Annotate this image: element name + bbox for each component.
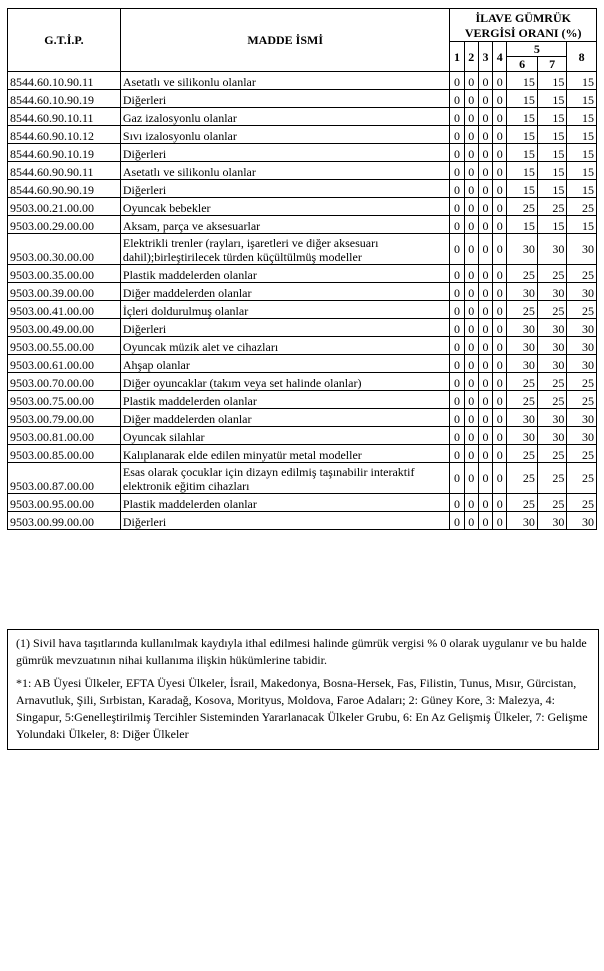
rate-col-3: 0 bbox=[478, 265, 492, 283]
rate-col-4: 0 bbox=[493, 180, 507, 198]
rate-col-2: 0 bbox=[464, 144, 478, 162]
item-name: Aksam, parça ve aksesuarlar bbox=[120, 216, 450, 234]
rate-col-4: 0 bbox=[493, 409, 507, 427]
rate-col-6: 30 bbox=[507, 337, 538, 355]
rate-col-8: 15 bbox=[567, 162, 597, 180]
item-name: Diğerleri bbox=[120, 90, 450, 108]
rate-col-2: 0 bbox=[464, 216, 478, 234]
rate-col-2: 0 bbox=[464, 319, 478, 337]
rate-col-3: 0 bbox=[478, 409, 492, 427]
rate-col-3: 0 bbox=[478, 445, 492, 463]
header-madde-ismi: MADDE İSMİ bbox=[120, 9, 450, 72]
item-name: Diğerleri bbox=[120, 512, 450, 530]
item-name: İçleri doldurulmuş olanlar bbox=[120, 301, 450, 319]
header-col-6: 6 bbox=[507, 57, 538, 72]
rate-col-2: 0 bbox=[464, 355, 478, 373]
rate-col-2: 0 bbox=[464, 391, 478, 409]
rate-col-4: 0 bbox=[493, 494, 507, 512]
table-row bbox=[8, 198, 597, 216]
table-row bbox=[8, 391, 597, 409]
rate-col-8: 15 bbox=[567, 126, 597, 144]
header-col-8: 8 bbox=[567, 42, 597, 72]
item-name: Esas olarak çocuklar için dizayn edilmiş taşınabilir interaktif elektronik eğitim cihazları bbox=[120, 463, 450, 494]
rate-col-1: 0 bbox=[450, 391, 464, 409]
rate-col-6: 30 bbox=[507, 355, 538, 373]
header-gtip: G.T.İ.P. bbox=[8, 9, 121, 72]
rate-col-6: 15 bbox=[507, 90, 538, 108]
rate-col-4: 0 bbox=[493, 512, 507, 530]
item-name: Kalıplanarak elde edilen minyatür metal modeller bbox=[120, 445, 450, 463]
item-name: Diğerleri bbox=[120, 144, 450, 162]
rate-col-7: 25 bbox=[537, 265, 566, 283]
rate-col-3: 0 bbox=[478, 337, 492, 355]
table-row bbox=[8, 234, 597, 265]
gtip-code: 9503.00.39.00.00 bbox=[8, 283, 121, 301]
rate-col-4: 0 bbox=[493, 301, 507, 319]
rate-col-2: 0 bbox=[464, 409, 478, 427]
rate-col-3: 0 bbox=[478, 72, 492, 90]
footnote-country-groups: *1: AB Üyesi Ülkeler, EFTA Üyesi Ülkeler, İsrail, Makedonya, Bosna-Hersek, Fas, Filistin, Tunus, Mısır, Gürcistan, Arnavutluk, Şili, Sırbistan, Karadağ, Kosova, Morityus, Moldova, Faroe Adaları; 2: Güney Kore, 3: Malezya, 4: Singapur, 5:Genelleştirilmiş Tercihler Sisteminden Yararlanacak Ülkeler Grubu, 6: En Az Gelişmiş Ülkeler, 7: Gelişme Yolundaki Ülkeler, 8: Diğer Ülkeler bbox=[16, 676, 588, 741]
rate-col-7: 15 bbox=[537, 180, 566, 198]
gtip-code: 8544.60.90.10.11 bbox=[8, 108, 121, 126]
rate-col-8: 15 bbox=[567, 216, 597, 234]
rate-col-1: 0 bbox=[450, 234, 464, 265]
rate-col-4: 0 bbox=[493, 427, 507, 445]
rate-col-2: 0 bbox=[464, 494, 478, 512]
rate-col-2: 0 bbox=[464, 198, 478, 216]
gtip-code: 8544.60.10.90.11 bbox=[8, 72, 121, 90]
table-row bbox=[8, 427, 597, 445]
rate-col-7: 15 bbox=[537, 216, 566, 234]
rate-col-8: 25 bbox=[567, 301, 597, 319]
rate-col-2: 0 bbox=[464, 301, 478, 319]
rate-col-2: 0 bbox=[464, 108, 478, 126]
rate-col-6: 25 bbox=[507, 265, 538, 283]
rate-col-2: 0 bbox=[464, 373, 478, 391]
header-col-4: 4 bbox=[493, 42, 507, 72]
rate-col-7: 30 bbox=[537, 337, 566, 355]
rate-col-7: 15 bbox=[537, 72, 566, 90]
gtip-code: 9503.00.81.00.00 bbox=[8, 427, 121, 445]
rate-col-7: 15 bbox=[537, 108, 566, 126]
rate-col-7: 15 bbox=[537, 90, 566, 108]
rate-col-3: 0 bbox=[478, 216, 492, 234]
table-row bbox=[8, 337, 597, 355]
header-col-7: 7 bbox=[537, 57, 566, 72]
rate-col-7: 25 bbox=[537, 373, 566, 391]
rate-col-7: 30 bbox=[537, 427, 566, 445]
rate-col-6: 15 bbox=[507, 216, 538, 234]
rate-col-8: 30 bbox=[567, 409, 597, 427]
table-row bbox=[8, 162, 597, 180]
rate-col-7: 25 bbox=[537, 391, 566, 409]
rate-col-7: 15 bbox=[537, 144, 566, 162]
rate-col-2: 0 bbox=[464, 72, 478, 90]
gtip-code: 8544.60.90.90.19 bbox=[8, 180, 121, 198]
table-row bbox=[8, 216, 597, 234]
rate-col-8: 25 bbox=[567, 373, 597, 391]
rate-col-1: 0 bbox=[450, 90, 464, 108]
rate-col-6: 15 bbox=[507, 162, 538, 180]
table-row bbox=[8, 265, 597, 283]
header-ilave-gumruk bbox=[450, 9, 597, 42]
rate-col-1: 0 bbox=[450, 108, 464, 126]
item-name: Ahşap olanlar bbox=[120, 355, 450, 373]
rate-col-8: 30 bbox=[567, 283, 597, 301]
item-name: Elektrikli trenler (rayları, işaretleri ve diğer aksesuarı dahil);birleştirilecek türden küçültülmüş modeller bbox=[120, 234, 450, 265]
rate-col-1: 0 bbox=[450, 198, 464, 216]
header-col-5: 5 bbox=[507, 42, 567, 57]
gtip-code: 9503.00.49.00.00 bbox=[8, 319, 121, 337]
rate-col-6: 15 bbox=[507, 72, 538, 90]
gtip-code: 8544.60.90.10.12 bbox=[8, 126, 121, 144]
gtip-code: 9503.00.55.00.00 bbox=[8, 337, 121, 355]
table-row bbox=[8, 283, 597, 301]
rate-col-4: 0 bbox=[493, 355, 507, 373]
rate-col-6: 25 bbox=[507, 494, 538, 512]
item-name: Oyuncak silahlar bbox=[120, 427, 450, 445]
item-name: Diğerleri bbox=[120, 180, 450, 198]
rate-col-8: 30 bbox=[567, 355, 597, 373]
rate-col-1: 0 bbox=[450, 409, 464, 427]
rate-col-8: 30 bbox=[567, 512, 597, 530]
item-name: Diğer maddelerden olanlar bbox=[120, 283, 450, 301]
item-name: Sıvı izalosyonlu olanlar bbox=[120, 126, 450, 144]
gtip-code: 9503.00.61.00.00 bbox=[8, 355, 121, 373]
rate-col-8: 15 bbox=[567, 90, 597, 108]
rate-col-2: 0 bbox=[464, 126, 478, 144]
item-name: Diğer maddelerden olanlar bbox=[120, 409, 450, 427]
rate-col-4: 0 bbox=[493, 126, 507, 144]
rate-col-4: 0 bbox=[493, 162, 507, 180]
rate-col-3: 0 bbox=[478, 512, 492, 530]
gtip-code: 9503.00.75.00.00 bbox=[8, 391, 121, 409]
rate-col-8: 25 bbox=[567, 445, 597, 463]
rate-col-7: 30 bbox=[537, 234, 566, 265]
rate-col-6: 25 bbox=[507, 445, 538, 463]
gtip-code: 9503.00.79.00.00 bbox=[8, 409, 121, 427]
rate-col-1: 0 bbox=[450, 373, 464, 391]
table-row bbox=[8, 409, 597, 427]
rate-col-3: 0 bbox=[478, 180, 492, 198]
rate-col-4: 0 bbox=[493, 72, 507, 90]
rate-col-2: 0 bbox=[464, 337, 478, 355]
rate-col-2: 0 bbox=[464, 162, 478, 180]
gtip-code: 9503.00.30.00.00 bbox=[8, 234, 121, 265]
rate-col-1: 0 bbox=[450, 265, 464, 283]
table-row bbox=[8, 319, 597, 337]
rate-col-3: 0 bbox=[478, 108, 492, 126]
rate-col-8: 25 bbox=[567, 391, 597, 409]
rate-col-4: 0 bbox=[493, 337, 507, 355]
rate-col-7: 30 bbox=[537, 319, 566, 337]
rate-col-6: 25 bbox=[507, 198, 538, 216]
header-ilave-line1: İLAVE GÜMRÜK bbox=[475, 11, 571, 25]
rate-col-3: 0 bbox=[478, 301, 492, 319]
gtip-code: 9503.00.99.00.00 bbox=[8, 512, 121, 530]
rate-col-6: 25 bbox=[507, 373, 538, 391]
gtip-code: 9503.00.21.00.00 bbox=[8, 198, 121, 216]
rate-col-3: 0 bbox=[478, 234, 492, 265]
rate-col-1: 0 bbox=[450, 494, 464, 512]
rate-col-7: 30 bbox=[537, 512, 566, 530]
rate-col-3: 0 bbox=[478, 373, 492, 391]
rate-col-4: 0 bbox=[493, 319, 507, 337]
rate-col-2: 0 bbox=[464, 180, 478, 198]
item-name: Asetatlı ve silikonlu olanlar bbox=[120, 72, 450, 90]
rate-col-3: 0 bbox=[478, 494, 492, 512]
rate-col-3: 0 bbox=[478, 463, 492, 494]
rate-col-1: 0 bbox=[450, 427, 464, 445]
rate-col-8: 15 bbox=[567, 144, 597, 162]
rate-col-2: 0 bbox=[464, 283, 478, 301]
rate-col-7: 25 bbox=[537, 301, 566, 319]
rate-col-4: 0 bbox=[493, 265, 507, 283]
rate-col-2: 0 bbox=[464, 445, 478, 463]
item-name: Diğerleri bbox=[120, 319, 450, 337]
rate-col-3: 0 bbox=[478, 144, 492, 162]
footnote-box bbox=[7, 629, 599, 750]
rate-col-1: 0 bbox=[450, 319, 464, 337]
rate-col-3: 0 bbox=[478, 126, 492, 144]
rate-col-8: 30 bbox=[567, 319, 597, 337]
rate-col-7: 15 bbox=[537, 162, 566, 180]
table-row bbox=[8, 301, 597, 319]
gtip-code: 8544.60.10.90.19 bbox=[8, 90, 121, 108]
rate-col-2: 0 bbox=[464, 265, 478, 283]
item-name: Asetatlı ve silikonlu olanlar bbox=[120, 162, 450, 180]
rate-col-8: 30 bbox=[567, 337, 597, 355]
rate-col-1: 0 bbox=[450, 301, 464, 319]
item-name: Plastik maddelerden olanlar bbox=[120, 494, 450, 512]
rate-col-7: 25 bbox=[537, 494, 566, 512]
rate-col-8: 25 bbox=[567, 494, 597, 512]
rate-col-3: 0 bbox=[478, 355, 492, 373]
rate-col-4: 0 bbox=[493, 216, 507, 234]
rate-col-6: 15 bbox=[507, 144, 538, 162]
rate-col-8: 25 bbox=[567, 463, 597, 494]
rate-col-4: 0 bbox=[493, 108, 507, 126]
rate-col-4: 0 bbox=[493, 144, 507, 162]
rate-col-1: 0 bbox=[450, 72, 464, 90]
rate-col-6: 30 bbox=[507, 319, 538, 337]
rate-col-6: 30 bbox=[507, 234, 538, 265]
item-name: Gaz izalosyonlu olanlar bbox=[120, 108, 450, 126]
rate-col-1: 0 bbox=[450, 216, 464, 234]
table-row bbox=[8, 144, 597, 162]
rate-col-3: 0 bbox=[478, 319, 492, 337]
rate-col-4: 0 bbox=[493, 90, 507, 108]
rate-col-1: 0 bbox=[450, 463, 464, 494]
item-name: Oyuncak müzik alet ve cihazları bbox=[120, 337, 450, 355]
rate-col-6: 30 bbox=[507, 427, 538, 445]
rate-col-6: 30 bbox=[507, 283, 538, 301]
gtip-code: 9503.00.95.00.00 bbox=[8, 494, 121, 512]
rate-col-8: 15 bbox=[567, 72, 597, 90]
item-name: Diğer oyuncaklar (takım veya set halinde olanlar) bbox=[120, 373, 450, 391]
rate-col-8: 30 bbox=[567, 427, 597, 445]
rate-col-6: 15 bbox=[507, 180, 538, 198]
rate-col-1: 0 bbox=[450, 337, 464, 355]
rate-col-8: 30 bbox=[567, 234, 597, 265]
rate-col-6: 25 bbox=[507, 463, 538, 494]
rate-col-7: 30 bbox=[537, 283, 566, 301]
gtip-code: 9503.00.70.00.00 bbox=[8, 373, 121, 391]
rate-col-7: 30 bbox=[537, 409, 566, 427]
rate-col-1: 0 bbox=[450, 144, 464, 162]
rate-col-2: 0 bbox=[464, 90, 478, 108]
rate-col-4: 0 bbox=[493, 198, 507, 216]
header-col-1: 1 bbox=[450, 42, 464, 72]
rate-col-4: 0 bbox=[493, 373, 507, 391]
rate-col-4: 0 bbox=[493, 463, 507, 494]
rate-col-7: 25 bbox=[537, 198, 566, 216]
rate-col-7: 25 bbox=[537, 463, 566, 494]
rate-col-6: 15 bbox=[507, 126, 538, 144]
rate-col-3: 0 bbox=[478, 162, 492, 180]
rate-col-2: 0 bbox=[464, 234, 478, 265]
table-row bbox=[8, 108, 597, 126]
rate-col-6: 30 bbox=[507, 512, 538, 530]
rate-col-3: 0 bbox=[478, 198, 492, 216]
header-col-2: 2 bbox=[464, 42, 478, 72]
table-row bbox=[8, 180, 597, 198]
table-row bbox=[8, 72, 597, 90]
rate-col-6: 25 bbox=[507, 301, 538, 319]
rate-col-4: 0 bbox=[493, 283, 507, 301]
table-row bbox=[8, 445, 597, 463]
rate-col-7: 30 bbox=[537, 355, 566, 373]
rate-col-1: 0 bbox=[450, 445, 464, 463]
table-row bbox=[8, 373, 597, 391]
table-row bbox=[8, 126, 597, 144]
rate-col-1: 0 bbox=[450, 162, 464, 180]
table-row bbox=[8, 355, 597, 373]
rate-col-1: 0 bbox=[450, 126, 464, 144]
gtip-code: 9503.00.29.00.00 bbox=[8, 216, 121, 234]
gtip-code: 9503.00.87.00.00 bbox=[8, 463, 121, 494]
rate-col-1: 0 bbox=[450, 355, 464, 373]
item-name: Plastik maddelerden olanlar bbox=[120, 265, 450, 283]
header-ilave-line2: VERGİSİ ORANI (%) bbox=[464, 26, 582, 40]
rate-col-6: 30 bbox=[507, 409, 538, 427]
footnote-civil-aviation: (1) Sivil hava taşıtlarında kullanılmak kaydıyla ithal edilmesi halinde gümrük vergisi % 0 olarak uygulanır ve bu halde gümrük mevzuatının nihai kullanıma ilişkin hükümlerine tabidir. bbox=[16, 636, 587, 667]
rate-col-7: 15 bbox=[537, 126, 566, 144]
rate-col-8: 25 bbox=[567, 198, 597, 216]
rate-col-1: 0 bbox=[450, 512, 464, 530]
table-row bbox=[8, 512, 597, 530]
rate-col-6: 25 bbox=[507, 391, 538, 409]
gtip-code: 8544.60.90.10.19 bbox=[8, 144, 121, 162]
rate-col-2: 0 bbox=[464, 463, 478, 494]
rate-col-8: 25 bbox=[567, 265, 597, 283]
rate-col-7: 25 bbox=[537, 445, 566, 463]
item-name: Plastik maddelerden olanlar bbox=[120, 391, 450, 409]
gtip-code: 9503.00.41.00.00 bbox=[8, 301, 121, 319]
table-row bbox=[8, 90, 597, 108]
header-col-3: 3 bbox=[478, 42, 492, 72]
gtip-code: 9503.00.85.00.00 bbox=[8, 445, 121, 463]
rate-col-1: 0 bbox=[450, 283, 464, 301]
rate-col-4: 0 bbox=[493, 234, 507, 265]
rate-col-8: 15 bbox=[567, 108, 597, 126]
rate-col-3: 0 bbox=[478, 90, 492, 108]
rate-col-4: 0 bbox=[493, 391, 507, 409]
tariff-table bbox=[7, 8, 597, 530]
item-name: Oyuncak bebekler bbox=[120, 198, 450, 216]
rate-col-1: 0 bbox=[450, 180, 464, 198]
rate-col-3: 0 bbox=[478, 391, 492, 409]
rate-col-2: 0 bbox=[464, 512, 478, 530]
rate-col-2: 0 bbox=[464, 427, 478, 445]
rate-col-4: 0 bbox=[493, 445, 507, 463]
rate-col-3: 0 bbox=[478, 283, 492, 301]
rate-col-3: 0 bbox=[478, 427, 492, 445]
rate-col-8: 15 bbox=[567, 180, 597, 198]
gtip-code: 9503.00.35.00.00 bbox=[8, 265, 121, 283]
table-row bbox=[8, 494, 597, 512]
table-row bbox=[8, 463, 597, 494]
rate-col-6: 15 bbox=[507, 108, 538, 126]
gtip-code: 8544.60.90.90.11 bbox=[8, 162, 121, 180]
